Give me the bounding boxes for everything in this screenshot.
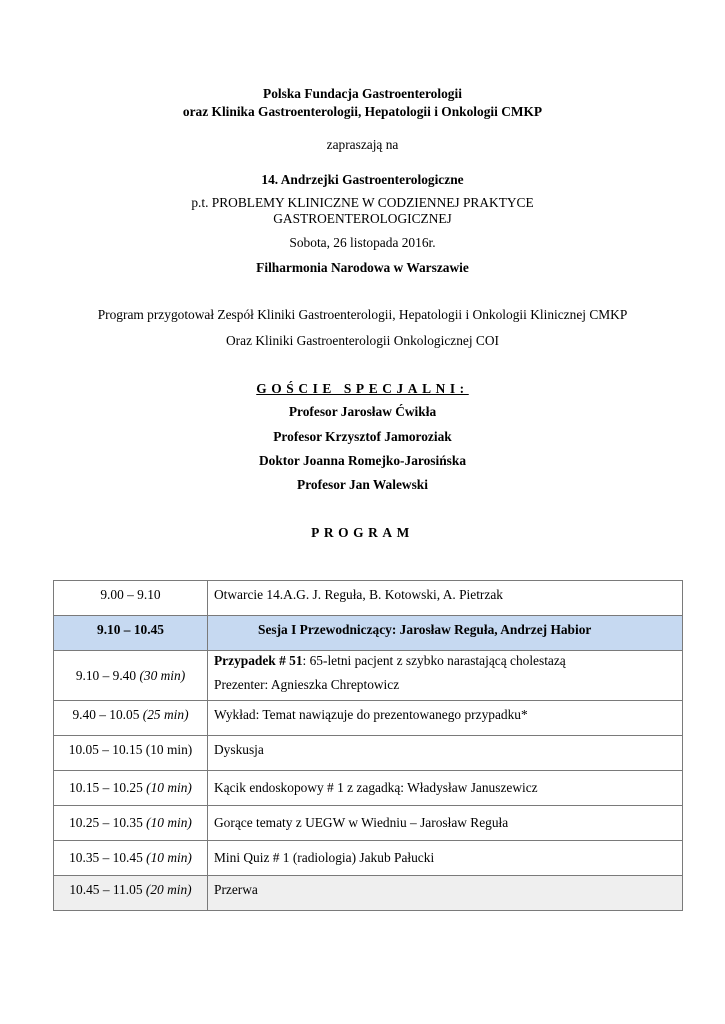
activity-cell: Gorące tematy z UEGW w Wiedniu – Jarosław Reguła [208, 806, 683, 841]
presenter: Prezenter: Agnieszka Chreptowicz [214, 677, 400, 692]
time-range: 9.40 – 10.05 [72, 707, 140, 722]
activity-cell: Dyskusja [208, 736, 683, 771]
table-row [54, 701, 683, 736]
guest-name: Profesor Jan Walewski [297, 477, 428, 492]
event-date: Sobota, 26 listopada 2016r. [289, 235, 436, 250]
duration: (10 min) [146, 850, 192, 865]
duration: (10 min) [146, 780, 192, 795]
time-range: 9.10 – 9.40 [75, 667, 137, 683]
prepared-by-line-1: Program przygotował Zespół Kliniki Gastroenterologii, Hepatologii i Onkologii Klinicznej CMKP [97, 307, 628, 322]
duration: (10 min) [146, 815, 192, 830]
program-table [53, 580, 683, 911]
time-range: 10.45 – 11.05 [69, 882, 143, 897]
time-cell: 9.00 – 9.10 [54, 581, 208, 616]
table-row [54, 771, 683, 806]
guest-name: Doktor Joanna Romejko-Jarosińska [258, 453, 467, 468]
duration: (25 min) [142, 707, 189, 722]
time-cell [54, 841, 208, 876]
invite-text: zapraszają na [326, 137, 399, 152]
session-time: 9.10 – 10.45 [54, 616, 208, 651]
guest-name: Profesor Jarosław Ćwikła [288, 404, 437, 419]
case-label: Przypadek # 51 [214, 653, 303, 668]
organizer-line-1: Polska Fundacja Gastroenterologii [263, 86, 462, 101]
time-cell [54, 806, 208, 841]
event-subtitle-line-1: p.t. PROBLEMY KLINICZNE W CODZIENNEJ PRAKTYCE [191, 195, 534, 210]
time-cell [54, 771, 208, 806]
activity-cell: Mini Quiz # 1 (radiologia) Jakub Pałucki [208, 841, 683, 876]
time-cell [54, 701, 208, 736]
table-row [54, 736, 683, 771]
activity-cell: Kącik endoskopowy # 1 z zagadką: Władysław Januszewicz [208, 771, 683, 806]
prepared-by-line-2: Oraz Kliniki Gastroenterologii Onkologicznej COI [226, 333, 499, 348]
guest-name: Profesor Krzysztof Jamoroziak [273, 429, 452, 444]
organizer-line-2: oraz Klinika Gastroenterologii, Hepatologii i Onkologii CMKP [182, 104, 543, 119]
activity-cell [208, 651, 683, 701]
program-heading: PROGRAM [311, 525, 414, 540]
session-row [54, 616, 683, 651]
duration: (20 min) [145, 882, 192, 897]
table-row [54, 806, 683, 841]
time-cell: 10.05 – 10.15 (10 min) [54, 736, 208, 771]
guests-heading: GOŚCIE SPECJALNI: [256, 381, 469, 396]
table-row [54, 876, 683, 911]
table-row [54, 581, 683, 616]
time-range: 10.25 – 10.35 [69, 815, 143, 830]
event-venue: Filharmonia Narodowa w Warszawie [256, 260, 469, 275]
duration: (30 min) [139, 667, 186, 683]
event-name: 14. Andrzejki Gastroenterologiczne [261, 172, 464, 187]
table-row [54, 841, 683, 876]
event-subtitle-line-2: GASTROENTEROLOGICZNEJ [273, 211, 452, 226]
time-range: 10.15 – 10.25 [69, 780, 143, 795]
session-title: Sesja I Przewodniczący: Jarosław Reguła, Andrzej Habior [208, 616, 683, 651]
case-description: : 65-letni pacjent z szybko narastającą cholestazą [302, 653, 566, 668]
activity-cell: Otwarcie 14.A.G. J. Reguła, B. Kotowski, A. Pietrzak [208, 581, 683, 616]
table-row [54, 651, 683, 701]
time-cell [54, 876, 208, 911]
time-range: 10.35 – 10.45 [69, 850, 143, 865]
activity-cell: Wykład: Temat nawiązuje do prezentowanego przypadku* [208, 701, 683, 736]
time-cell [54, 651, 208, 701]
activity-cell: Przerwa [208, 876, 683, 911]
